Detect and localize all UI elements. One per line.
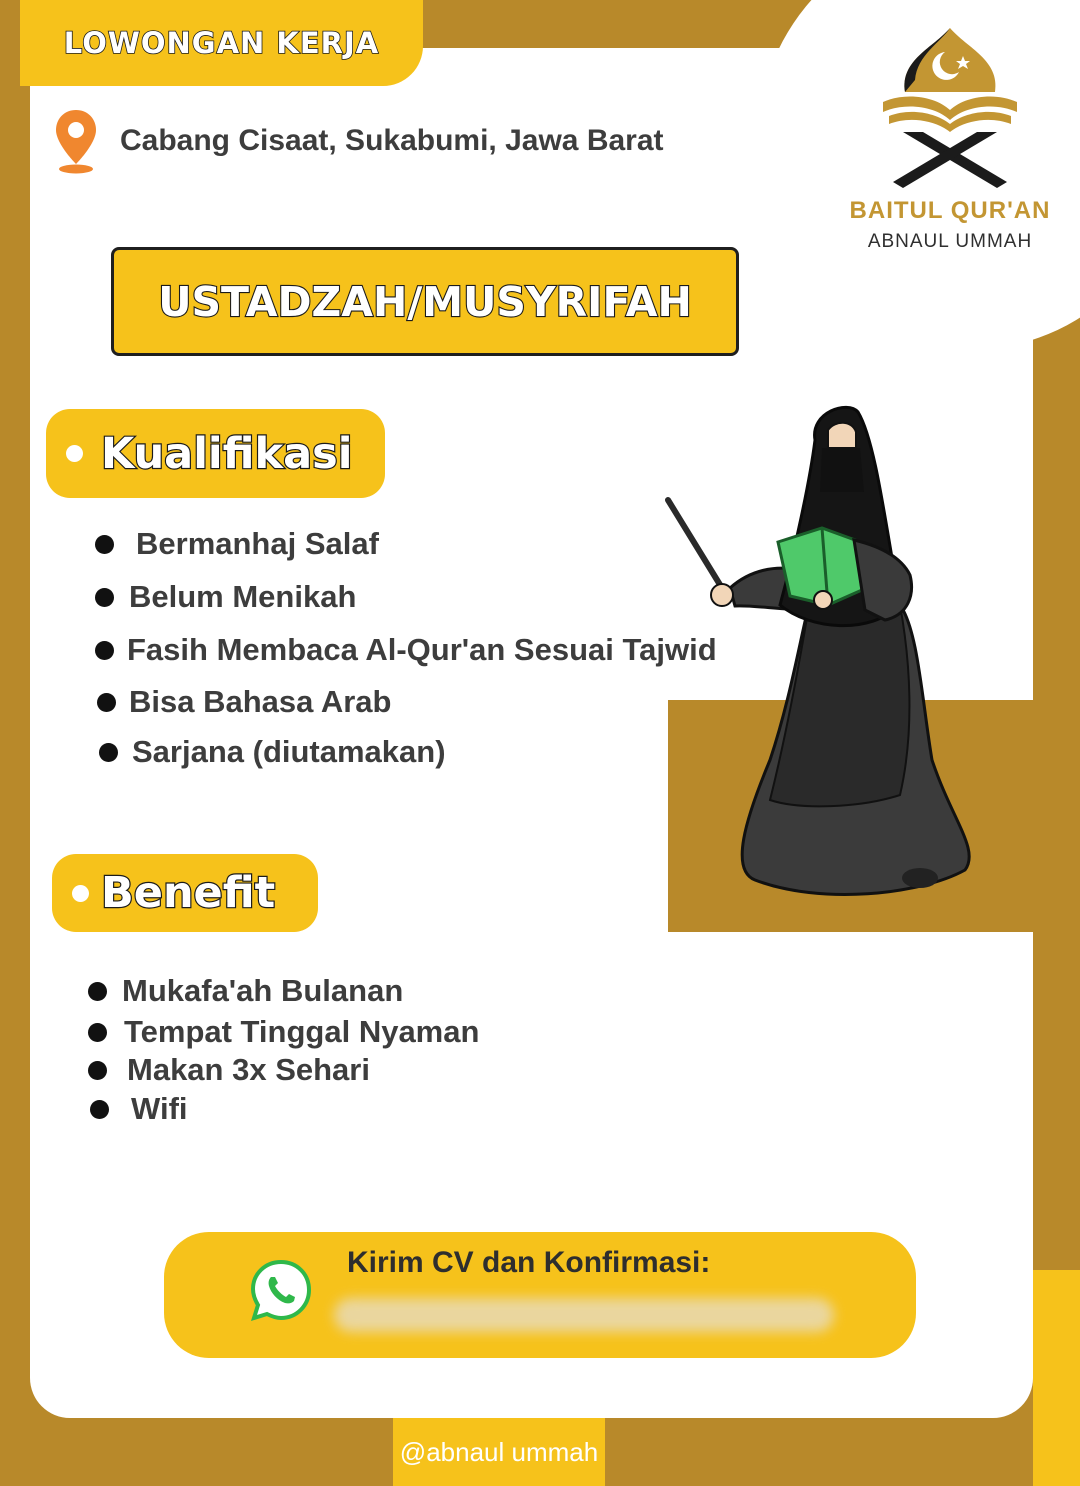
background-accent	[1033, 1270, 1080, 1486]
teacher-illustration	[660, 400, 1000, 920]
list-item: Belum Menikah	[95, 579, 356, 615]
list-item: Wifi	[90, 1091, 188, 1127]
bullet	[95, 535, 114, 554]
qualification-heading	[46, 409, 385, 498]
logo	[840, 20, 1060, 253]
bullet	[97, 693, 116, 712]
logo-subtitle: ABNAUL UMMAH	[867, 231, 1033, 252]
benefit-title: Benefit	[101, 868, 276, 918]
list-item: Bermanhaj Salaf	[95, 526, 379, 562]
cta-text: Kirim CV dan Konfirmasi:	[347, 1246, 711, 1279]
bullet	[90, 1100, 109, 1119]
bullet	[88, 1023, 107, 1042]
logo-brand: BAITUL QUR'AN	[849, 197, 1051, 224]
heading-dot	[72, 885, 89, 902]
contact-banner	[164, 1232, 916, 1358]
job-title: USTADZAH/MUSYRIFAH	[158, 277, 692, 326]
redacted-phone-number	[334, 1298, 834, 1332]
bullet	[95, 641, 114, 660]
list-item: Bisa Bahasa Arab	[97, 684, 391, 720]
list-item: Fasih Membaca Al-Qur'an Sesuai Tajwid	[95, 632, 717, 668]
footer-handle	[393, 1418, 605, 1486]
list-item: Makan 3x Sehari	[88, 1052, 370, 1088]
map-pin-icon	[54, 108, 98, 174]
social-handle: @abnaul ummah	[399, 1436, 599, 1467]
list-item: Mukafa'ah Bulanan	[88, 973, 403, 1009]
bullet	[88, 982, 107, 1001]
whatsapp-icon[interactable]	[248, 1257, 314, 1323]
bullet	[95, 588, 114, 607]
list-item: Tempat Tinggal Nyaman	[88, 1014, 479, 1050]
bullet	[88, 1061, 107, 1080]
benefit-heading	[52, 854, 318, 932]
bullet	[99, 743, 118, 762]
location-row	[54, 108, 664, 174]
qualification-title: Kualifikasi	[101, 428, 353, 479]
mosque-book-crescent-icon	[875, 20, 1025, 195]
list-item: Sarjana (diutamakan)	[99, 734, 446, 770]
heading-dot	[66, 445, 83, 462]
job-vacancy-badge	[20, 0, 423, 86]
job-title-box	[111, 247, 739, 356]
location-text: Cabang Cisaat, Sukabumi, Jawa Barat	[120, 124, 664, 157]
badge-label: LOWONGAN KERJA	[63, 26, 380, 60]
